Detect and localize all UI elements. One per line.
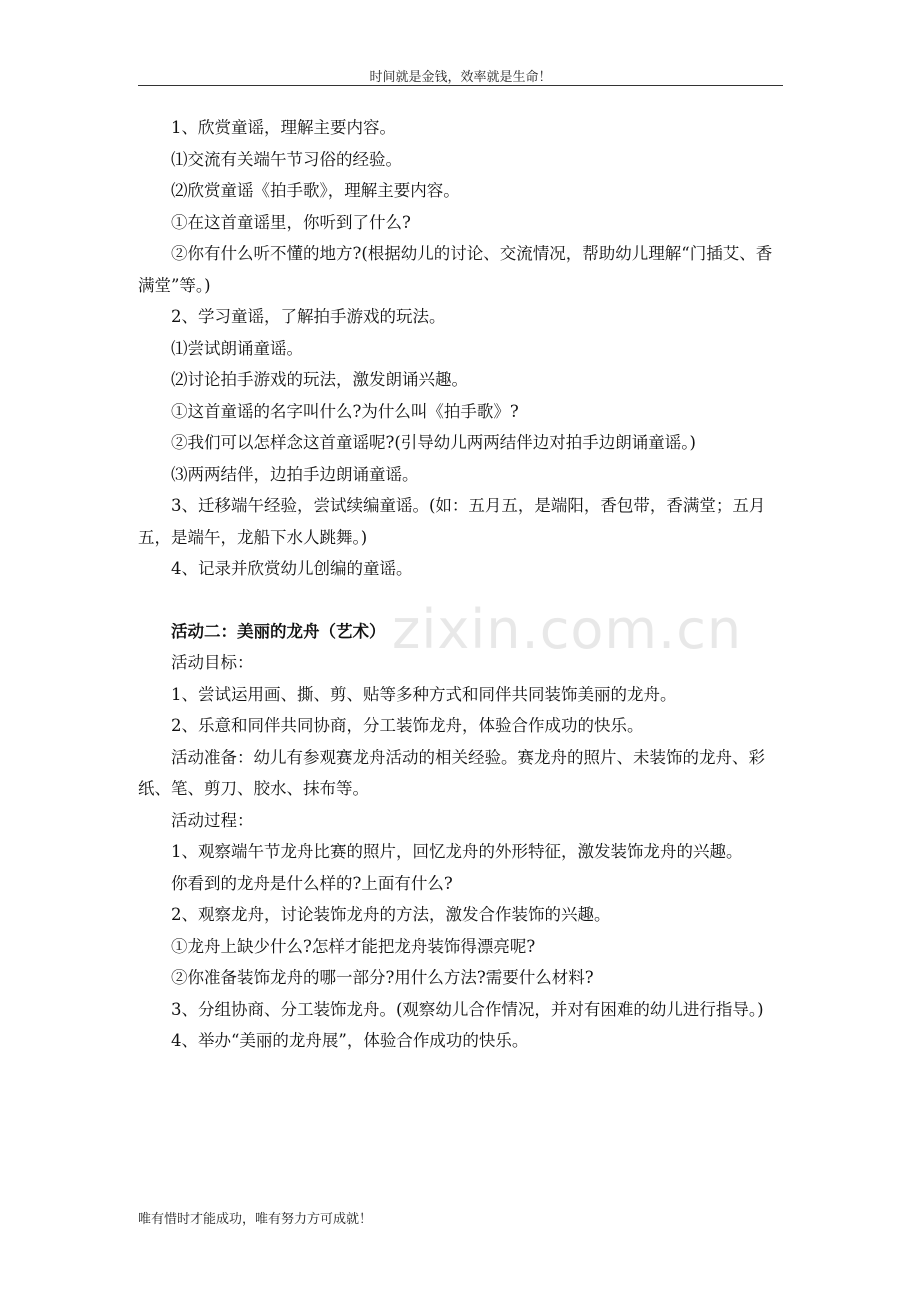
- paragraph: 2、学习童谣，了解拍手游戏的玩法。: [171, 307, 446, 326]
- paragraph: ①龙舟上缺少什么?怎样才能把龙舟装饰得漂亮呢?: [171, 936, 536, 956]
- section-activity-two: [138, 616, 788, 1057]
- paragraph: 4、记录并欣赏幼儿创编的童谣。: [171, 559, 413, 578]
- page-footer: 唯有惜时才能成功，唯有努力方可成就！: [138, 1212, 373, 1227]
- paragraph: 3、迁移端午经验，尝试续编童谣。(如：五月五，是端阳，香包带，香满堂；五月五，是端午，龙船下水人跳舞。): [138, 496, 766, 547]
- paragraph: 1、观察端午节龙舟比赛的照片，回忆龙舟的外形特征，激发装饰龙舟的兴趣。: [171, 842, 743, 861]
- paragraph: ⑶两两结伴，边拍手边朗诵童谣。: [171, 464, 419, 484]
- paragraph: ⑴尝试朗诵童谣。: [171, 338, 303, 358]
- watermark: zixin.com.cn: [392, 598, 743, 661]
- paragraph: ⑵欣赏童谣《拍手歌》，理解主要内容。: [171, 181, 460, 200]
- paragraph: 活动准备：幼儿有参观赛龙舟活动的相关经验。赛龙舟的照片、未装饰的龙舟、彩纸、笔、剪刀、胶水、抹布等。: [138, 747, 765, 798]
- section-heading: 活动二：美丽的龙舟（艺术）: [171, 621, 386, 641]
- paragraph: ②你准备装饰龙舟的哪一部分?用什么方法?需要什么材料?: [171, 968, 594, 987]
- paragraph: 活动过程：: [171, 810, 254, 830]
- paragraph: 1、欣赏童谣，理解主要内容。: [171, 118, 396, 137]
- header-divider: [138, 85, 783, 86]
- document-body: [138, 112, 788, 1057]
- paragraph: ②你有什么听不懂的地方?(根据幼儿的讨论、交流情况，帮助幼儿理解“门插艾、香满堂”等。): [138, 244, 773, 295]
- paragraph: ①在这首童谣里，你听到了什么?: [171, 212, 411, 232]
- paragraph: ⑴交流有关端午节习俗的经验。: [171, 149, 402, 169]
- paragraph: 2、观察龙舟，讨论装饰龙舟的方法，激发合作装饰的兴趣。: [171, 905, 611, 924]
- section-spacer: [138, 585, 788, 616]
- paragraph: 1、尝试运用画、撕、剪、贴等多种方式和同伴共同装饰美丽的龙舟。: [171, 684, 677, 704]
- paragraph: 3、分组协商、分工装饰龙舟。(观察幼儿合作情况，并对有困难的幼儿进行指导。): [171, 999, 764, 1019]
- paragraph: ①这首童谣的名字叫什么?为什么叫《拍手歌》?: [171, 401, 519, 421]
- paragraph: ⑵讨论拍手游戏的玩法，激发朗诵兴趣。: [171, 370, 468, 389]
- paragraph: 活动目标：: [171, 653, 254, 672]
- paragraph: 4、举办“美丽的龙舟展”，体验合作成功的快乐。: [171, 1031, 529, 1050]
- paragraph: 你看到的龙舟是什么样的?上面有什么?: [171, 873, 453, 893]
- section-activity-one: [138, 112, 788, 585]
- paragraph: 2、乐意和同伴共同协商，分工装饰龙舟，体验合作成功的快乐。: [171, 716, 644, 735]
- paragraph: ②我们可以怎样念这首童谣呢?(引导幼儿两两结伴边对拍手边朗诵童谣。): [171, 433, 696, 452]
- page-header: 时间就是金钱，效率就是生命！: [369, 70, 552, 85]
